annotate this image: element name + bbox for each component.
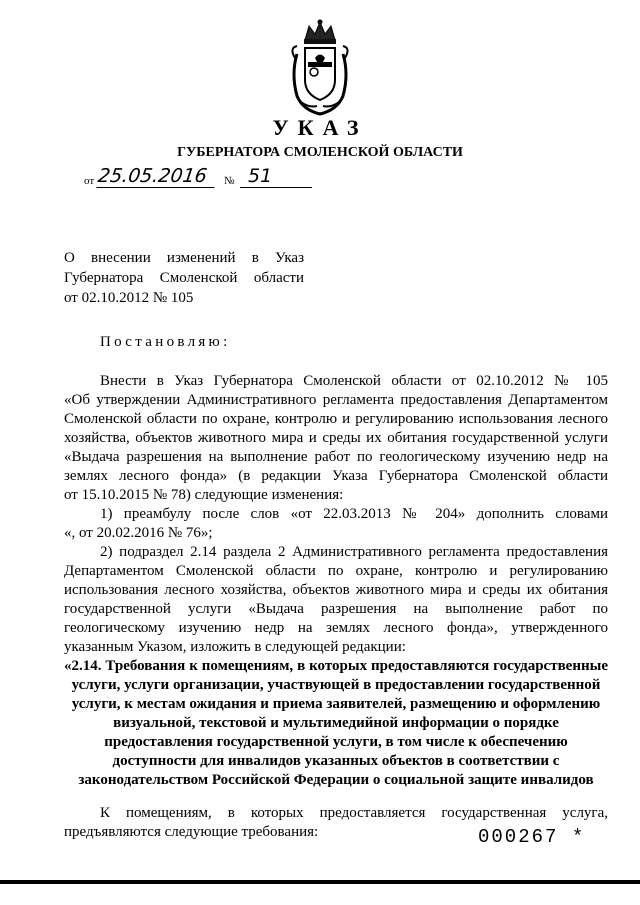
body-line: землях лесного фонда» (в редакции Указа Губернатора Смоленской области [64, 468, 608, 484]
handwritten-date: 25.05.2016 [96, 165, 217, 188]
subject-line: Губернатора Смоленской области [64, 270, 304, 286]
body-line: от 15.10.2015 № 78) следующие изменения: [64, 487, 344, 503]
body-line: Внести в Указ Губернатора Смоленской области от 02.10.2012 № 105 [100, 373, 608, 389]
date-number-line [84, 165, 324, 193]
document-subject [64, 248, 304, 308]
coat-of-arms-emblem [287, 18, 353, 118]
body-line: указанным Указом, изложить в следующей редакции: [64, 639, 406, 655]
date-prefix: от [84, 175, 95, 187]
section-heading-line: услуги, услуги организации, участвующей в предоставлении государственной [71, 677, 601, 693]
body-line: Департаментом Смоленской области по охране, контролю и регулированию [64, 563, 608, 579]
handwritten-number: 51 [240, 165, 312, 188]
page-bottom-border [0, 880, 640, 884]
document-issuer: ГУБЕРНАТОРА СМОЛЕНСКОЙ ОБЛАСТИ [177, 145, 463, 160]
serial-number: 000267 * [478, 826, 586, 848]
number-prefix: № [224, 175, 235, 187]
section-heading-line: предоставления государственной услуги, в том числе к обеспечению [104, 734, 568, 750]
section-heading-line: «2.14. Требования к помещениям, в которых предоставляются государственные [64, 658, 608, 674]
section-heading-line: визуальной, текстовой и мультимедийной информации о порядке [113, 715, 559, 731]
body-line: использования лесного хозяйства, объектов животного мира и среды их обитания [64, 582, 608, 598]
section-heading-line: доступности для инвалидов указанных объектов в соответствии с [112, 753, 560, 769]
body-line: геологическому изучению недр на землях лесного фонда», утвержденного [64, 620, 608, 636]
body-line: 2) подраздел 2.14 раздела 2 Административного регламента предоставления [100, 544, 608, 560]
body-line: «, от 20.02.2016 № 76»; [64, 525, 213, 541]
subject-line: от 02.10.2012 № 105 [64, 290, 194, 306]
body-line: Смоленской области по охране, контролю и регулированию использования лесного [64, 411, 608, 427]
document-body [64, 372, 608, 842]
section-heading-line: законодательством Российской Федерации о социальной защите инвалидов [78, 772, 594, 788]
body-line: «Выдача разрешения на выполнение работ по геологическому изучению недр на [64, 449, 608, 465]
body-line: предъявляются следующие требования: [64, 824, 319, 840]
body-line: К помещениям, в которых предоставляется государственная услуга, [100, 805, 608, 821]
section-heading-line: услуги, к местам ожидания и приема заявителей, размещению и оформлению [71, 696, 601, 712]
subject-line: О внесении изменений в Указ [64, 250, 304, 266]
body-line: хозяйства, объектов животного мира и среды их обитания государственной услуги [64, 430, 608, 446]
document-title: УКАЗ [272, 115, 368, 140]
body-line: 1) преамбулу после слов «от 22.03.2013 № 204» дополнить словами [100, 506, 608, 522]
body-line: «Об утверждении Административного регламента предоставления Департаментом [64, 392, 608, 408]
body-line: государственной услуги «Выдача разрешения на выполнение работ по [64, 601, 608, 617]
decree-word: Постановляю: [100, 334, 231, 350]
